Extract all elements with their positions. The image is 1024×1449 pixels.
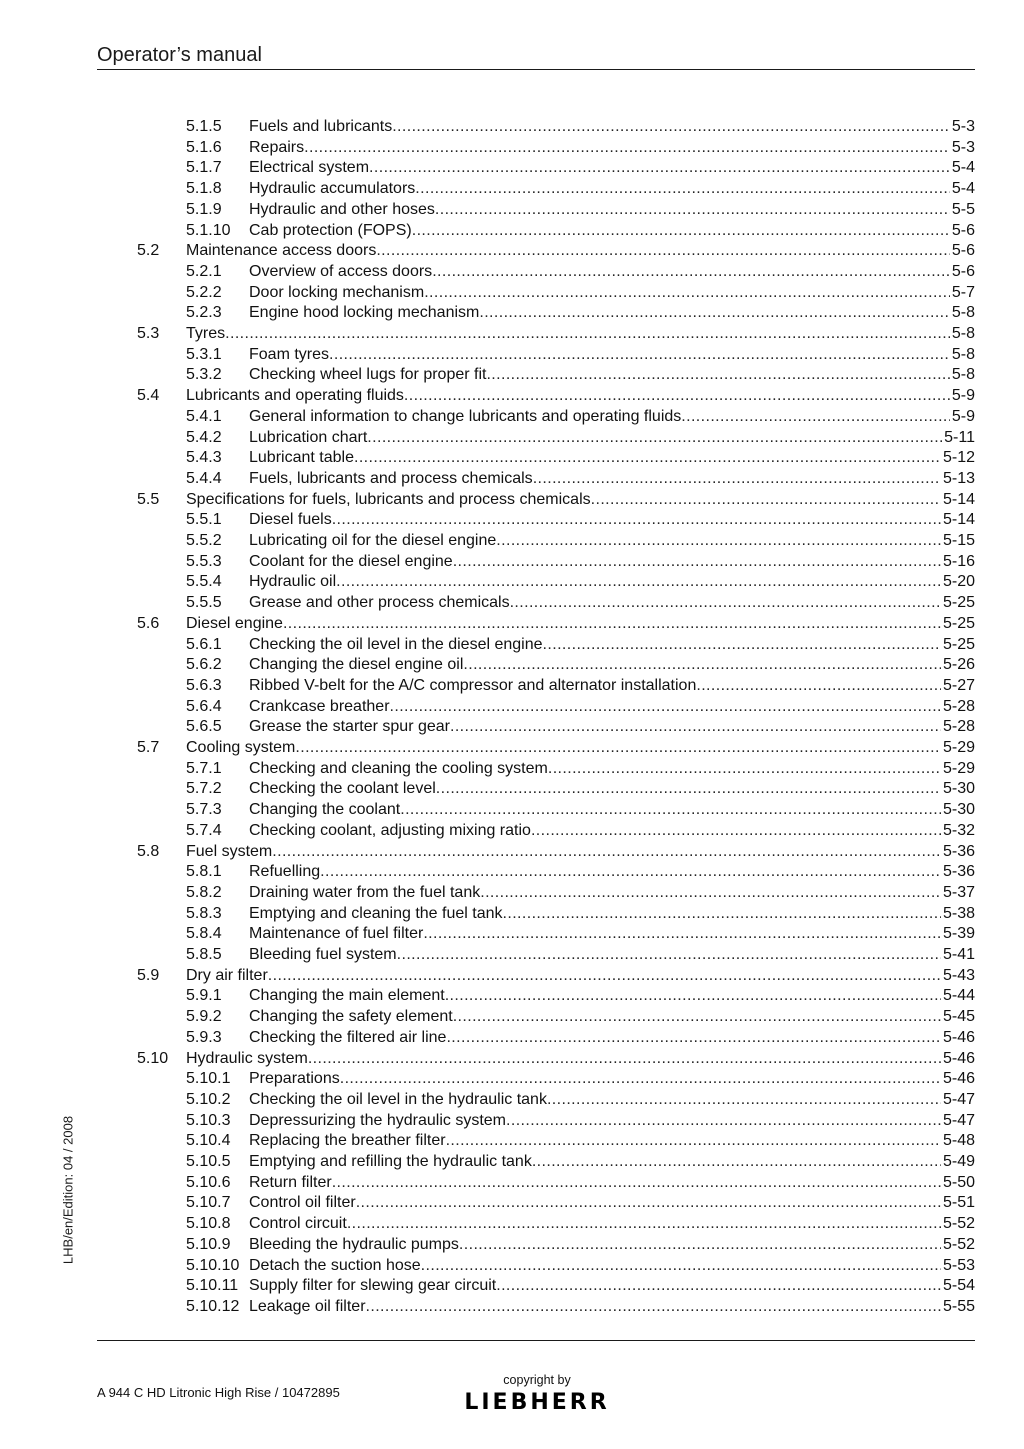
toc-entry-number: 5.7.3	[186, 801, 222, 819]
toc-entry-page: 5-54	[942, 1277, 975, 1295]
toc-entry-page: 5-30	[942, 780, 975, 798]
toc-entry	[0, 883, 1024, 904]
toc-leader-dots	[696, 676, 941, 697]
toc-entry	[0, 324, 1024, 345]
toc-leader-dots	[486, 365, 949, 386]
toc-leader-dots	[225, 324, 950, 345]
toc-leader-dots	[435, 200, 950, 221]
toc-leader-dots	[332, 510, 941, 531]
toc-entry-number: 5.3.1	[186, 345, 222, 363]
toc-entry-page: 5-14	[942, 490, 975, 508]
toc-entry-number: 5.9.3	[186, 1028, 222, 1046]
toc-leader-dots	[412, 221, 950, 242]
toc-entry	[0, 800, 1024, 821]
toc-leader-dots	[367, 428, 942, 449]
toc-entry-title: Dry air filter	[186, 966, 268, 984]
toc-leader-dots	[332, 1173, 941, 1194]
toc-entry-page: 5-36	[942, 863, 975, 881]
toc-entry	[0, 407, 1024, 428]
toc-entry-number: 5.6.2	[186, 656, 222, 674]
toc-entry	[0, 862, 1024, 883]
toc-entry-page: 5-11	[944, 428, 975, 446]
toc-entry-page: 5-9	[951, 407, 975, 425]
toc-leader-dots	[503, 904, 941, 925]
toc-entry-page: 5-51	[942, 1194, 975, 1212]
toc-entry-page: 5-37	[942, 883, 975, 901]
toc-entry-title: Hydraulic and other hoses	[249, 200, 435, 218]
toc-entry-page: 5-29	[942, 759, 975, 777]
toc-entry-title: Checking the filtered air line	[249, 1028, 447, 1046]
toc-leader-dots	[450, 717, 941, 738]
toc-leader-dots	[356, 1193, 941, 1214]
toc-entry-title: Return filter	[249, 1173, 332, 1191]
toc-entry-number: 5.10.1	[186, 1070, 231, 1088]
toc-entry-title: Bleeding fuel system	[249, 946, 397, 963]
toc-entry-title: Lubrication chart	[249, 428, 368, 446]
toc-leader-dots	[308, 1049, 941, 1070]
toc-entry-title: Depressurizing the hydraulic system	[249, 1111, 506, 1129]
toc-leader-dots	[496, 1276, 941, 1297]
toc-entry	[0, 614, 1024, 635]
toc-entry	[0, 1193, 1024, 1214]
toc-entry	[0, 1028, 1024, 1049]
toc-entry-title: Draining water from the fuel tank	[249, 883, 481, 901]
toc-leader-dots	[423, 924, 941, 945]
toc-entry-title: Checking and cleaning the cooling system	[249, 759, 548, 777]
toc-entry-title: Hydraulic oil	[249, 573, 337, 591]
toc-entry-number: 5.8.2	[186, 883, 222, 901]
toc-entry-number: 5.10.4	[186, 1132, 231, 1150]
toc-entry-page: 5-3	[951, 118, 975, 135]
toc-entry-number: 5.1.5	[186, 118, 222, 135]
toc-entry	[0, 262, 1024, 283]
toc-entry-number: 5.4	[137, 387, 160, 405]
toc-leader-dots	[336, 572, 941, 593]
toc-entry	[0, 717, 1024, 738]
toc-entry-number: 5.7.2	[186, 780, 222, 798]
toc-entry-page: 5-55	[942, 1297, 975, 1315]
toc-entry-number: 5.4.4	[186, 469, 222, 487]
toc-leader-dots	[453, 552, 941, 573]
toc-entry-page: 5-53	[942, 1256, 975, 1274]
toc-leader-dots	[390, 697, 941, 718]
toc-leader-dots	[404, 386, 950, 407]
toc-leader-dots	[591, 490, 941, 511]
toc-entry-title: Door locking mechanism	[249, 283, 425, 301]
toc-entry-number: 5.10.2	[186, 1090, 231, 1108]
toc-leader-dots	[445, 986, 941, 1007]
toc-entry-number: 5.1.9	[186, 200, 222, 218]
toc-entry-page: 5-32	[942, 821, 975, 839]
model-number: A 944 C HD Litronic High Rise / 10472895	[97, 1385, 340, 1400]
toc-entry	[0, 138, 1024, 159]
toc-entry-page: 5-12	[942, 449, 975, 467]
toc-leader-dots	[347, 1214, 941, 1235]
toc-entry-title: Cab protection (FOPS)	[249, 221, 412, 239]
toc-entry-number: 5.6.1	[186, 635, 222, 653]
toc-entry	[0, 738, 1024, 759]
toc-entry-page: 5-50	[942, 1173, 975, 1191]
toc-entry-title: Preparations	[249, 1070, 340, 1088]
toc-entry-title: Specifications for fuels, lubricants and process chemicals	[186, 490, 591, 508]
toc-entry-title: Diesel fuels	[249, 511, 332, 529]
toc-entry-page: 5-41	[942, 946, 975, 963]
toc-entry-number: 5.5.1	[186, 511, 222, 529]
toc-leader-dots	[415, 179, 950, 200]
toc-entry-page: 5-30	[942, 801, 975, 819]
toc-entry	[0, 117, 1024, 138]
toc-entry-number: 5.2	[137, 242, 160, 260]
toc-entry	[0, 448, 1024, 469]
toc-entry-page: 5-16	[942, 552, 975, 570]
toc-leader-dots	[424, 283, 950, 304]
edition-label: LHB/en/Edition: 04 / 2008	[60, 1115, 76, 1265]
toc-entry	[0, 945, 1024, 966]
toc-entry-title: Fuels and lubricants	[249, 118, 393, 135]
toc-leader-dots	[376, 241, 950, 262]
toc-entry-number: 5.10.9	[186, 1235, 231, 1253]
toc-entry-page: 5-6	[951, 262, 975, 280]
toc-entry-number: 5.2.1	[186, 262, 222, 280]
toc-entry-number: 5.10.7	[186, 1194, 231, 1212]
toc-leader-dots	[533, 469, 941, 490]
toc-leader-dots	[479, 303, 950, 324]
toc-entry-number: 5.4.1	[186, 407, 222, 425]
toc-leader-dots	[400, 800, 941, 821]
toc-entry-title: Refuelling	[249, 863, 321, 881]
toc-entry-page: 5-28	[942, 697, 975, 715]
toc-entry	[0, 593, 1024, 614]
toc-entry	[0, 1069, 1024, 1090]
toc-entry	[0, 510, 1024, 531]
toc-entry-number: 5.1.6	[186, 138, 222, 156]
toc-leader-dots	[295, 738, 941, 759]
toc-entry	[0, 655, 1024, 676]
toc-entry	[0, 697, 1024, 718]
toc-entry-title: Detach the suction hose	[249, 1256, 421, 1274]
toc-entry	[0, 1131, 1024, 1152]
toc-entry	[0, 1276, 1024, 1297]
toc-entry	[0, 1297, 1024, 1318]
toc-entry-page: 5-8	[951, 304, 975, 322]
toc-entry-title: Lubricating oil for the diesel engine	[249, 532, 497, 549]
toc-entry	[0, 1256, 1024, 1277]
toc-entry-page: 5-48	[942, 1132, 975, 1150]
toc-entry-title: Lubricant table	[249, 449, 354, 467]
toc-leader-dots	[496, 531, 941, 552]
toc-entry-page: 5-26	[942, 656, 975, 674]
toc-entry-title: Lubricants and operating fluids	[186, 387, 404, 405]
toc-entry-title: Fuel system	[186, 842, 273, 860]
toc-entry	[0, 386, 1024, 407]
toc-leader-dots	[392, 117, 950, 138]
toc-entry-title: Diesel engine	[186, 614, 283, 632]
toc-leader-dots	[547, 1090, 941, 1111]
toc-entry-number: 5.9	[137, 966, 160, 984]
toc-leader-dots	[436, 779, 941, 800]
toc-entry-page: 5-9	[951, 387, 975, 405]
toc-entry-page: 5-27	[942, 676, 975, 694]
toc-entry	[0, 428, 1024, 449]
toc-entry	[0, 552, 1024, 573]
toc-entry-title: Repairs	[249, 138, 305, 156]
toc-leader-dots	[463, 655, 941, 676]
toc-entry-title: Hydraulic system	[186, 1049, 308, 1067]
toc-entry-page: 5-49	[942, 1153, 975, 1170]
toc-entry-page: 5-36	[942, 842, 975, 860]
toc-entry-page: 5-4	[951, 159, 975, 177]
toc-entry-title: Hydraulic accumulators	[249, 180, 416, 198]
toc-entry-page: 5-47	[942, 1090, 975, 1108]
toc-leader-dots	[681, 407, 950, 428]
toc-entry-number: 5.1.8	[186, 180, 222, 198]
toc-entry-page: 5-15	[942, 532, 975, 549]
toc-leader-dots	[432, 262, 950, 283]
toc-entry-title: Electrical system	[249, 159, 370, 177]
toc-entry-number: 5.8	[137, 842, 160, 860]
toc-leader-dots	[354, 448, 941, 469]
toc-entry	[0, 469, 1024, 490]
toc-entry-number: 5.7	[137, 739, 160, 756]
toc-entry	[0, 283, 1024, 304]
toc-entry-page: 5-47	[942, 1111, 975, 1129]
toc-entry-number: 5.10.12	[186, 1297, 240, 1315]
toc-entry-number: 5.5.3	[186, 552, 222, 570]
toc-entry	[0, 1173, 1024, 1194]
toc-entry-number: 5.10.6	[186, 1173, 231, 1191]
toc-entry-number: 5.9.2	[186, 1008, 222, 1026]
toc-leader-dots	[446, 1028, 941, 1049]
page-title: Operator’s manual	[97, 44, 262, 66]
toc-entry-title: Changing the main element	[249, 987, 445, 1005]
toc-entry-number: 5.10.11	[186, 1277, 239, 1295]
toc-entry	[0, 365, 1024, 386]
toc-entry	[0, 572, 1024, 593]
toc-entry	[0, 1007, 1024, 1028]
toc-entry-title: Crankcase breather	[249, 697, 390, 715]
toc-entry	[0, 1111, 1024, 1132]
toc-leader-dots	[268, 966, 941, 987]
toc-entry-number: 5.8.4	[186, 925, 222, 943]
toc-entry-title: Checking the coolant level	[249, 780, 436, 798]
toc-entry-page: 5-5	[951, 200, 975, 218]
toc-entry-number: 5.6.3	[186, 676, 222, 694]
toc-entry	[0, 1214, 1024, 1235]
toc-entry	[0, 200, 1024, 221]
toc-entry-title: Maintenance of fuel filter	[249, 925, 424, 943]
toc-leader-dots	[369, 158, 950, 179]
toc-entry-title: Checking the oil level in the diesel engine	[249, 635, 543, 653]
toc-leader-dots	[548, 759, 941, 780]
toc-leader-dots	[532, 1152, 941, 1173]
toc-entry-title: General information to change lubricants and operating fluids	[249, 407, 682, 425]
toc-entry-page: 5-46	[942, 1028, 975, 1046]
toc-entry-page: 5-25	[942, 635, 975, 653]
toc-entry-title: Emptying and refilling the hydraulic tank	[249, 1153, 532, 1170]
toc-entry-page: 5-3	[951, 138, 975, 156]
toc-entry-title: Leakage oil filter	[249, 1297, 366, 1315]
toc-entry	[0, 158, 1024, 179]
toc-entry-number: 5.10.5	[186, 1153, 231, 1170]
toc-entry	[0, 966, 1024, 987]
toc-entry-page: 5-39	[942, 925, 975, 943]
toc-entry	[0, 759, 1024, 780]
toc-entry-number: 5.3.2	[186, 366, 222, 384]
toc-entry-page: 5-28	[942, 718, 975, 736]
toc-entry-number: 5.4.3	[186, 449, 222, 467]
toc-entry-title: Tyres	[186, 325, 226, 342]
toc-entry-page: 5-43	[942, 966, 975, 984]
toc-entry-title: Bleeding the hydraulic pumps	[249, 1235, 459, 1253]
toc-entry-number: 5.8.1	[186, 863, 222, 881]
toc-entry-number: 5.5.2	[186, 532, 222, 549]
toc-entry-title: Grease the starter spur gear	[249, 718, 450, 736]
toc-entry	[0, 842, 1024, 863]
toc-entry-page: 5-13	[942, 469, 975, 487]
toc-entry-number: 5.5.5	[186, 594, 222, 612]
toc-entry-number: 5.1.10	[186, 221, 231, 239]
toc-entry-page: 5-8	[951, 345, 975, 363]
toc-entry-page: 5-14	[942, 511, 975, 529]
toc-entry-number: 5.6	[137, 614, 160, 632]
brand-logo: LIEBHERR	[464, 1390, 610, 1415]
toc-entry-page: 5-44	[942, 987, 975, 1005]
toc-leader-dots	[340, 1069, 941, 1090]
toc-leader-dots	[510, 593, 941, 614]
toc-leader-dots	[421, 1256, 941, 1277]
toc-entry	[0, 821, 1024, 842]
toc-entry-title: Engine hood locking mechanism	[249, 304, 480, 322]
toc-entry	[0, 924, 1024, 945]
toc-entry-page: 5-25	[942, 614, 975, 632]
toc-entry-title: Supply filter for slewing gear circuit	[249, 1277, 497, 1295]
toc-entry	[0, 241, 1024, 262]
toc-entry	[0, 1090, 1024, 1111]
toc-entry-number: 5.6.4	[186, 697, 222, 715]
toc-entry	[0, 303, 1024, 324]
toc-entry-number: 5.3	[137, 325, 160, 342]
toc-entry-number: 5.6.5	[186, 718, 222, 736]
toc-entry-number: 5.10.8	[186, 1215, 231, 1233]
toc-entry-title: Ribbed V-belt for the A/C compressor and alternator installation	[249, 676, 697, 694]
toc-entry-title: Cooling system	[186, 739, 296, 756]
toc-entry-page: 5-6	[951, 242, 975, 260]
toc-entry	[0, 345, 1024, 366]
toc-entry-title: Emptying and cleaning the fuel tank	[249, 904, 503, 922]
toc-entry	[0, 179, 1024, 200]
toc-entry-number: 5.5.4	[186, 573, 222, 591]
toc-entry-title: Checking the oil level in the hydraulic tank	[249, 1090, 547, 1108]
toc-entry-title: Fuels, lubricants and process chemicals	[249, 469, 533, 487]
toc-entry	[0, 221, 1024, 242]
toc-entry-title: Replacing the breather filter	[249, 1132, 446, 1150]
toc-entry-title: Changing the diesel engine oil	[249, 656, 464, 674]
toc-entry-number: 5.7.1	[186, 759, 222, 777]
toc-entry-title: Checking wheel lugs for proper fit	[249, 366, 487, 384]
toc-entry-title: Changing the coolant	[249, 801, 401, 819]
toc-leader-dots	[329, 345, 950, 366]
toc-entry-title: Overview of access doors	[249, 262, 433, 280]
toc-entry-number: 5.2.3	[186, 304, 222, 322]
toc-entry-page: 5-52	[942, 1235, 975, 1253]
toc-leader-dots	[459, 1235, 941, 1256]
toc-leader-dots	[531, 821, 941, 842]
footer-rule	[97, 1340, 975, 1341]
toc-entry-page: 5-46	[942, 1070, 975, 1088]
toc-entry-title: Control circuit	[249, 1215, 347, 1233]
toc-entry-page: 5-6	[951, 221, 975, 239]
toc-entry	[0, 676, 1024, 697]
toc-leader-dots	[272, 842, 941, 863]
toc-entry-page: 5-52	[942, 1215, 975, 1233]
toc-entry-title: Control oil filter	[249, 1194, 356, 1212]
toc-entry-number: 5.4.2	[186, 428, 222, 446]
toc-entry	[0, 1152, 1024, 1173]
toc-entry	[0, 779, 1024, 800]
copyright-label: copyright by	[503, 1373, 571, 1387]
toc-entry	[0, 1235, 1024, 1256]
toc-leader-dots	[480, 883, 941, 904]
toc-entry-page: 5-8	[951, 366, 975, 384]
toc-entry-title: Foam tyres	[249, 345, 330, 363]
toc-entry-number: 5.7.4	[186, 821, 222, 839]
toc-entry	[0, 635, 1024, 656]
toc-entry-number: 5.10.10	[186, 1256, 240, 1274]
toc-entry-page: 5-7	[951, 283, 975, 301]
toc-entry-page: 5-8	[951, 325, 975, 342]
toc-entry	[0, 531, 1024, 552]
toc-entry-page: 5-46	[942, 1049, 975, 1067]
toc-entry-page: 5-45	[942, 1008, 975, 1026]
toc-entry	[0, 904, 1024, 925]
toc-entry-page: 5-29	[942, 739, 975, 756]
toc-entry	[0, 490, 1024, 511]
toc-leader-dots	[366, 1297, 941, 1318]
toc-leader-dots	[453, 1007, 941, 1028]
toc-entry-number: 5.1.7	[186, 159, 222, 177]
toc-entry-number: 5.9.1	[186, 987, 222, 1005]
toc-entry-number: 5.10	[137, 1049, 169, 1067]
toc-entry	[0, 1049, 1024, 1070]
toc-entry-page: 5-25	[942, 594, 975, 612]
toc-entry-number: 5.2.2	[186, 283, 222, 301]
toc-entry-title: Checking coolant, adjusting mixing ratio	[249, 821, 531, 839]
toc-leader-dots	[397, 945, 941, 966]
toc-entry	[0, 986, 1024, 1007]
toc-entry-title: Coolant for the diesel engine	[249, 552, 453, 570]
header-rule	[97, 69, 975, 70]
toc-leader-dots	[304, 138, 950, 159]
toc-entry-page: 5-38	[942, 904, 975, 922]
toc-entry-title: Maintenance access doors	[186, 242, 377, 260]
toc-leader-dots	[446, 1131, 941, 1152]
toc-leader-dots	[506, 1111, 941, 1132]
toc-leader-dots	[283, 614, 941, 635]
toc-entry-number: 5.10.3	[186, 1111, 231, 1129]
toc-entry-page: 5-4	[951, 180, 975, 198]
toc-leader-dots	[320, 862, 941, 883]
toc-leader-dots	[543, 635, 941, 656]
toc-entry-page: 5-20	[942, 573, 975, 591]
toc-entry-number: 5.5	[137, 490, 160, 508]
toc-entry-title: Grease and other process chemicals	[249, 594, 510, 612]
toc-entry-number: 5.8.3	[186, 904, 222, 922]
toc-entry-title: Changing the safety element	[249, 1008, 453, 1026]
toc-entry-number: 5.8.5	[186, 946, 222, 963]
